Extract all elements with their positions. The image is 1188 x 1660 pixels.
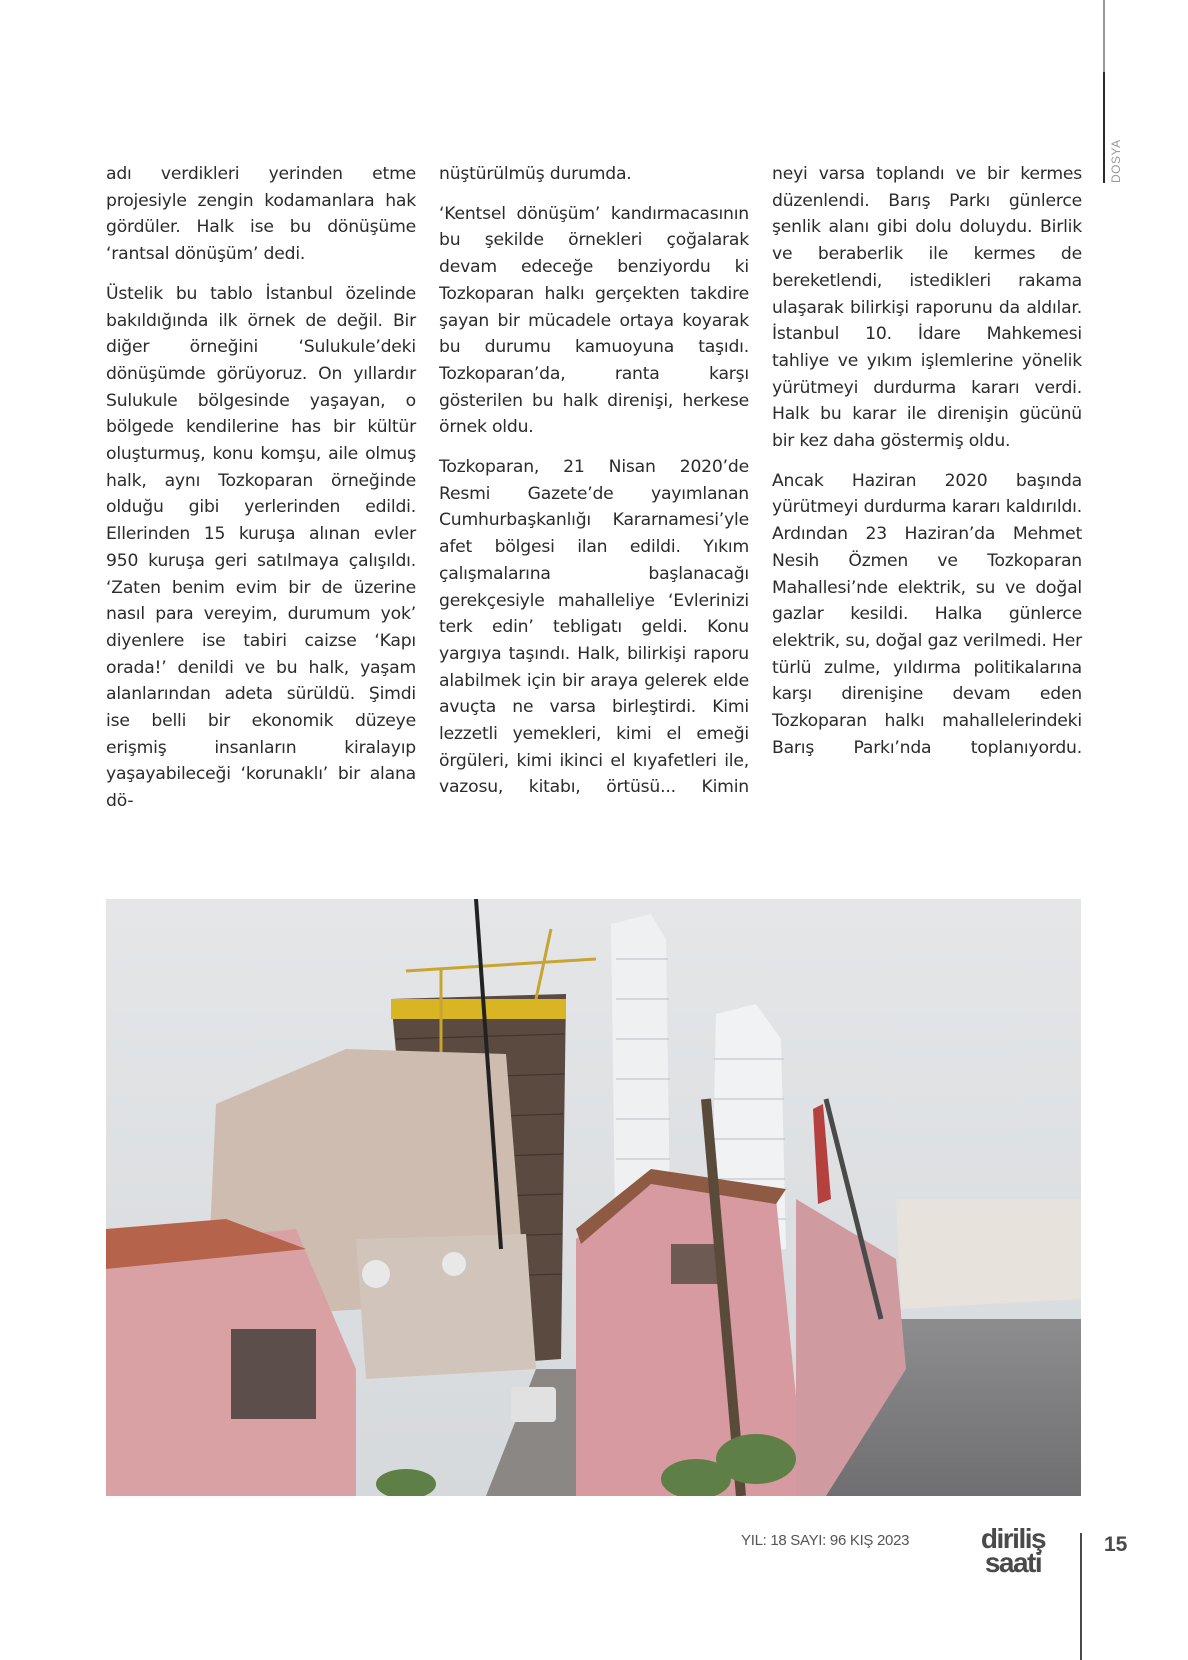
photo-illustration — [106, 899, 1081, 1496]
paragraph: ‘Kentsel dönüşüm’ kandırmacasının bu şekilde örnekleri çoğalarak devam edeceğe benziyordu ki Tozkoparan halkı gerçekten takdire şayan bir mücadele ortaya koyarak bu durumu kamuoyuna taşıdı. Tozkoparan’da, ranta karşı gösterilen bu halk direnişi, herkese örnek oldu. — [439, 203, 749, 438]
window — [671, 1244, 721, 1284]
column-2 — [439, 161, 749, 886]
paragraph: Tozkoparan, 21 Nisan 2020’de Resmi Gazete’de yayımlanan Cumhurbaşkanlığı Kararnamesi’yle afet bölgesi ilan edildi. Yıkım çalışmalarına başlanacağı gerekçesiyle mahalleliye ‘Evlerinizi terk edin’ tebligatı geldi. Konu yargıya taşındı. Halk, bilirkişi raporu alabilmek için bir araya gelerek elde avuçta ne varsa birleştirdi. Kimi lezzetli yemekleri, kimi el emeği örgüleri, kimi ikinci el kıyafetleri ile, vazosu, kitabı, örtüsü... Kimin — [439, 457, 749, 798]
section-label: DOSYA — [1109, 139, 1123, 183]
article-body — [106, 161, 1082, 886]
issue-info: YIL: 18 SAYI: 96 KIŞ 2023 — [741, 1532, 910, 1549]
article-photo — [106, 899, 1081, 1496]
paragraph: Ancak Haziran 2020 başında yürütmeyi durdurma kararı kaldırıldı. Ardından 23 Haziran’da Mehmet Nesih Özmen ve Tozkoparan Mahallesi’nde elektrik, su ve doğal gazlar kesildi. Halka günlerce elektrik, su, doğal gaz verilmedi. Her türlü zulme, yıldırma politikalarına karşı direnişine devam eden Tozkoparan halkı mahallelerindeki Barış Parkı’nda toplanıyordu. — [772, 470, 1082, 758]
apartment-block — [896, 1199, 1081, 1309]
satellite-dish — [362, 1260, 390, 1288]
magazine-logo — [965, 1523, 1061, 1578]
paragraph: neyi varsa toplandı ve bir kermes düzenlendi. Barış Parkı günlerce şenlik alanı gibi dolu doluydu. Birlik ve beraberlik ile kermes de bereketlendi, istedikleri rakama ulaşarak bilirkişi raporunu da aldılar. İstanbul 10. İdare Mahkemesi tahliye ve yıkım işlemlerine yönelik yürütmeyi durdurma kararı verdi. Halk bu karar ile direnişin gücünü bir kez daha göstermiş oldu. — [772, 164, 1082, 452]
logo-line-2: saati — [984, 1547, 1042, 1578]
column-3 — [772, 161, 1082, 886]
page-number: 15 — [1104, 1533, 1128, 1556]
footer-divider-rule — [1080, 1533, 1082, 1660]
satellite-dish — [442, 1252, 466, 1276]
paragraph: nüştürülmüş durumda. — [439, 164, 632, 184]
paragraph: Üstelik bu tablo İstanbul özelinde bakıldığında ilk örnek de değil. Bir diğer örneğini ‘Sulukule’deki dönüşümde görüyoruz. On yıllardır Sulukule bölgesinde yaşayan, o bölgede kendilerine has bir kültür oluşturmuş, konu komşu, aile olmuş halk, aynı Tozkoparan örneğinde olduğu gibi yerlerinden edildi. Ellerinden 15 kuruşa alınan evler 950 kuruşa geri satılmaya çalışıldı. ‘Zaten benim evim bir de üzerine nasıl para vereyim, durumum yok’ diyenlere ise tabiri caizse ‘Kapı orada!’ denildi ve bu halk, yaşam alanlarından adeta sürüldü. Şimdi ise belli bir ekonomik düzeye erişmiş insanların kiralayıp yaşayabileceği ‘korunaklı’ bir alana dö- — [106, 283, 416, 812]
logo-line-1: diriliş — [980, 1523, 1046, 1554]
tower-top-yellow — [391, 999, 566, 1019]
top-divider-rule — [1103, 0, 1105, 183]
column-1 — [106, 161, 416, 886]
window-grille — [231, 1329, 316, 1419]
parked-car — [511, 1387, 556, 1422]
paragraph: adı verdikleri yerinden etme projesiyle zengin kodamanlara hak gördüler. Halk ise bu dönüşüme ‘rantsal dönüşüm’ dedi. — [106, 164, 416, 265]
